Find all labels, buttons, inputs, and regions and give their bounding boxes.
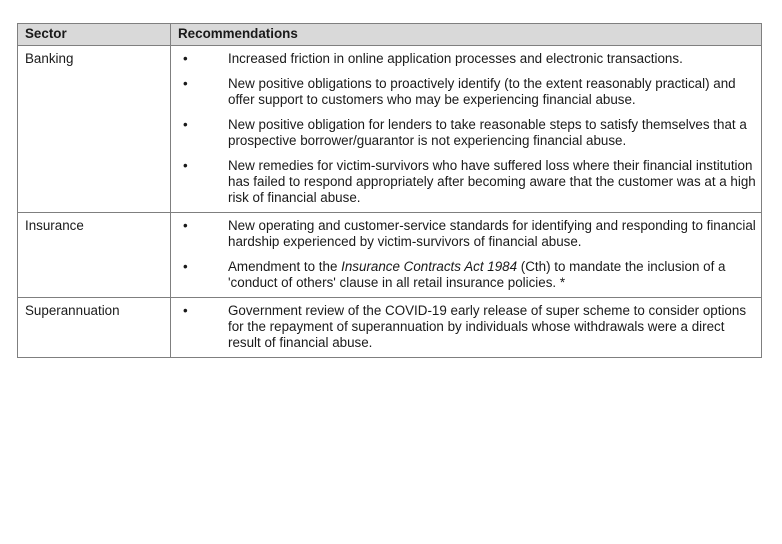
sector-cell: Superannuation [18, 298, 171, 358]
recommendations-cell [171, 46, 762, 213]
bullet-icon: • [183, 76, 188, 91]
table-row-insurance [18, 213, 762, 298]
table-row-superannuation [18, 298, 762, 358]
recommendations-cell [171, 298, 762, 358]
recommendation-text: Increased friction in online application processes and electronic transactions. [228, 51, 683, 66]
recommendations-table [17, 23, 762, 358]
recommendation-text: New operating and customer-service standards for identifying and responding to financial hardship experienced by victim-survivors of financial abuse. [228, 218, 756, 249]
header-recommendations: Recommendations [171, 24, 762, 46]
recommendations-cell [171, 213, 762, 298]
list-item [177, 158, 757, 206]
table-row-banking [18, 46, 762, 213]
list-item [177, 259, 757, 291]
recommendation-text-post: (Cth) to mandate the inclusion of a 'conduct of others' clause in all retail insurance policies. * [228, 259, 726, 290]
bullet-icon: • [183, 117, 188, 132]
list-item [177, 303, 757, 351]
bullet-icon: • [183, 218, 188, 233]
bullet-icon: • [183, 259, 188, 274]
sector-cell: Insurance [18, 213, 171, 298]
sector-cell: Banking [18, 46, 171, 213]
list-item [177, 51, 757, 67]
act-title: Insurance Contracts Act 1984 [341, 259, 518, 274]
recommendation-text-pre: Amendment to the [228, 259, 342, 274]
bullet-icon: • [183, 158, 188, 173]
recommendation-text: New positive obligation for lenders to take reasonable steps to satisfy themselves that a prospective borrower/guarantor is not experiencing financial abuse. [228, 117, 747, 148]
list-item [177, 76, 757, 108]
bullet-icon: • [183, 51, 188, 66]
recommendation-text [228, 259, 725, 290]
recommendation-text: New positive obligations to proactively identify (to the extent reasonably practical) and offer support to customers who may be experiencing financial abuse. [228, 76, 736, 107]
list-item [177, 218, 757, 250]
recommendation-text: Government review of the COVID-19 early release of super scheme to consider options for the repayment of superannuation by individuals whose withdrawals were a direct result of financial abuse. [228, 303, 747, 350]
bullet-icon: • [183, 303, 188, 318]
list-item [177, 117, 757, 149]
table-header-row [18, 24, 762, 46]
recommendation-text: New remedies for victim-survivors who have suffered loss where their financial institution has failed to respond appropriately after becoming aware that the customer was at a high risk of financial abuse. [228, 158, 756, 205]
header-sector: Sector [18, 24, 171, 46]
